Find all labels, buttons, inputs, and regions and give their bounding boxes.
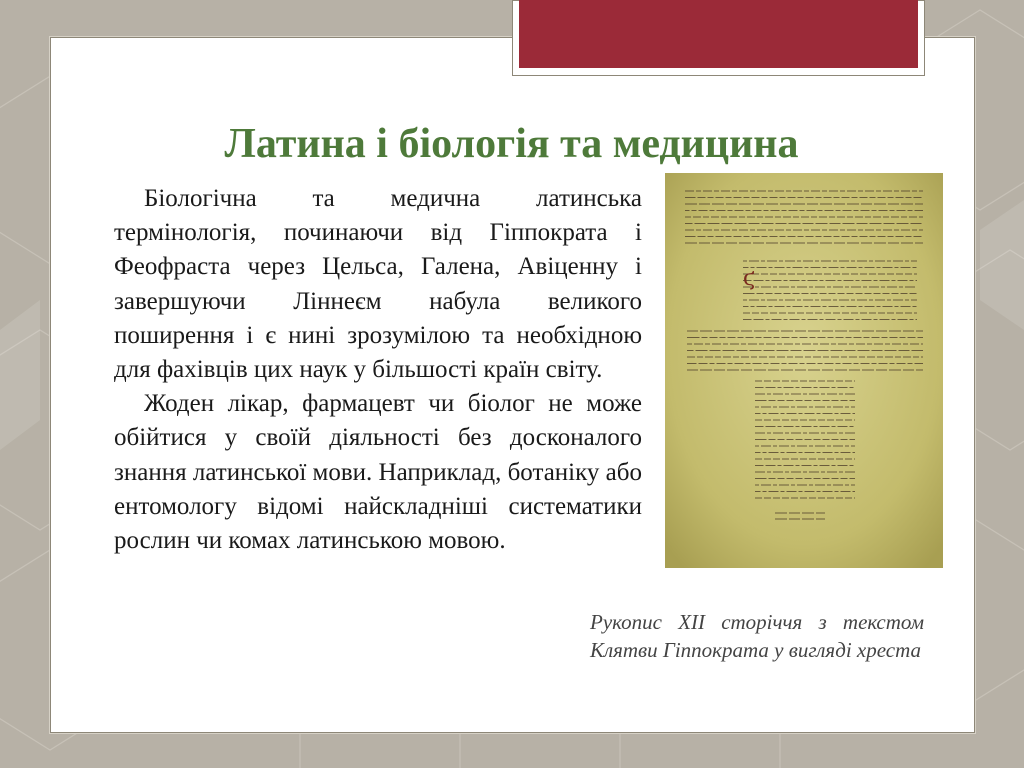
body-paragraph-1: Біологічна та медична латинська термінологія, починаючи від Гіппократа і Феофраста через Цельса, Галена, Авіценну і завершуючи Ліннеєм набула великого поширення і є нині зрозумілою та необхідною для фахівців цих наук у більшості країн світу. <box>114 185 642 384</box>
header-banner <box>519 0 918 68</box>
svg-text:ϛ: ϛ <box>743 266 756 291</box>
manuscript-image <box>665 173 943 568</box>
slide-title: Латина і біологія та медицина <box>224 121 799 167</box>
body-text <box>114 182 642 558</box>
body-paragraph-2: Жоден лікар, фармацевт чи біолог не може обійтися у своїй діяльності без досконалого знання латинської мови. Наприклад, ботаніку або ентомологу відомі найскладніші систематики рослин чи комах латинською мовою. <box>114 390 642 555</box>
image-caption: Рукопис XII сторіччя з текстом Клятви Гіппократа у вигляді хреста <box>590 610 924 662</box>
